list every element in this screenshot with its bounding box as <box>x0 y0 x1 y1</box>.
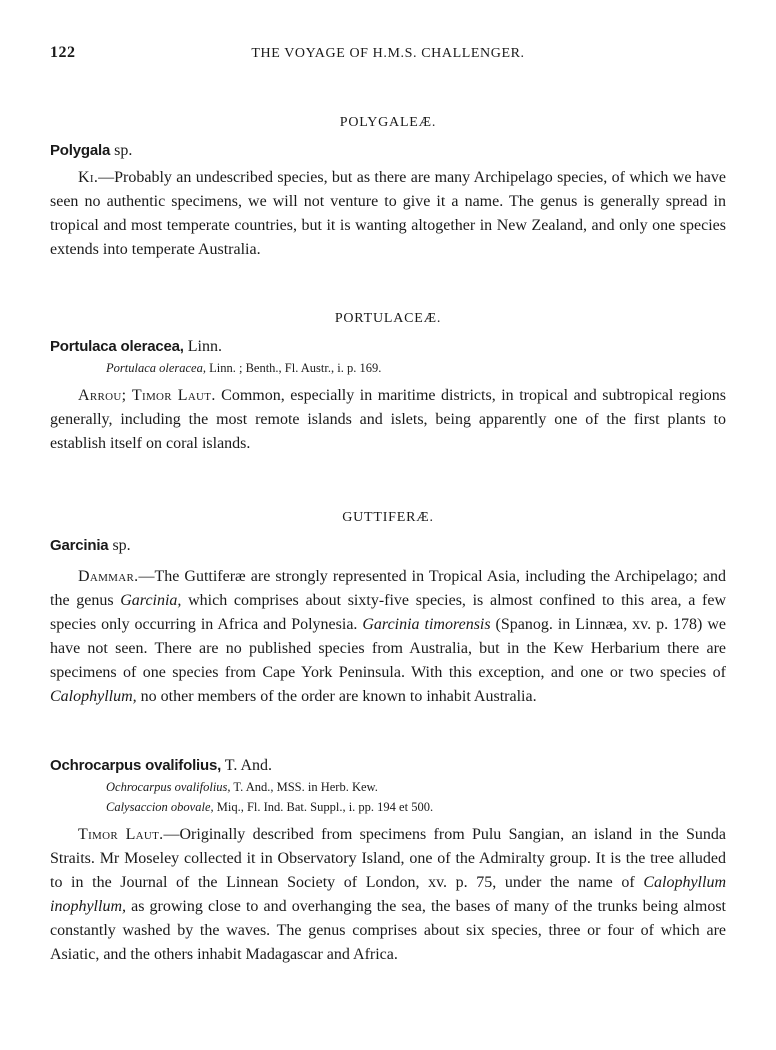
synonym: Calysaccion obovale, Miq., Fl. Ind. Bat. Suppl., i. pp. 194 et 500. <box>106 800 434 814</box>
synonym: Portulaca oleracea, Linn. ; Benth., Fl. Austr., i. p. 169. <box>106 361 382 375</box>
paragraph: Dammar.—The Guttiferæ are strongly represented in Tropical Asia, including the Archipelago; and the genus Garcinia, which comprises about sixty-five species, is almost confined to this area, a few species only occurring in Africa and Polynesia. Garcinia timorensis (Spanog. in Linnæa, xv. p. 178) we have not seen. There are no published species from Australia, but in the Kew Herbarium there are specimens of one species from Cape York Peninsula. With this exception, and one or two species of Calophyllum, no other members of the order are known to inhabit Australia. <box>50 568 727 705</box>
section-portulaceae <box>50 308 726 456</box>
species-name: Ochrocarpus ovalifolius, T. And. <box>50 757 273 774</box>
species-name: Polygala sp. <box>50 142 133 159</box>
paragraph: Arrou; Timor Laut. Common, especially in maritime districts, in tropical and subtropical regions generally, including the most remote islands and islets, being apparently one of the first plants to establish itself on coral islands. <box>50 387 726 452</box>
synonym: Ochrocarpus ovalifolius, T. And., MSS. in Herb. Kew. <box>106 780 378 794</box>
paragraph: Ki.—Probably an undescribed species, but as there are many Archipelago species, of which we have seen no authentic specimens, we will not venture to give it a name. The genus is generally spread in tropical and most temperate countries, but it is wanting altogether in New Zealand, and only one species extends into temperate Australia. <box>50 169 726 258</box>
running-title: THE VOYAGE OF H.M.S. CHALLENGER. <box>251 46 525 61</box>
section-heading: PORTULACEÆ. <box>334 311 442 326</box>
paragraph: Timor Laut.—Originally described from specimens from Pulu Sangian, an island in the Sunda Straits. Mr Moseley collected it in Observatory Island, one of the Admiralty group. It is the tree alluded to in the Journal of the Linnean Society of London, xv. p. 75, under the name of Calophyllum inophyllum, as growing close to and overhanging the sea, the bases of many of the trunks being almost constantly washed by the waves. The genus comprises about six species, three or four of which are Asiatic, and the others inhabit Madagascar and Africa. <box>50 826 727 963</box>
species-name: Garcinia sp. <box>50 537 131 554</box>
section-ochrocarpus <box>50 755 726 967</box>
species-name: Portulaca oleracea, Linn. <box>50 338 222 355</box>
section-guttiferae <box>50 507 726 709</box>
section-heading: GUTTIFERÆ. <box>342 510 434 525</box>
page-number: 122 <box>50 44 76 61</box>
page-header <box>50 44 726 70</box>
section-polygaleae <box>50 112 726 262</box>
section-heading: POLYGALEÆ. <box>339 115 437 130</box>
